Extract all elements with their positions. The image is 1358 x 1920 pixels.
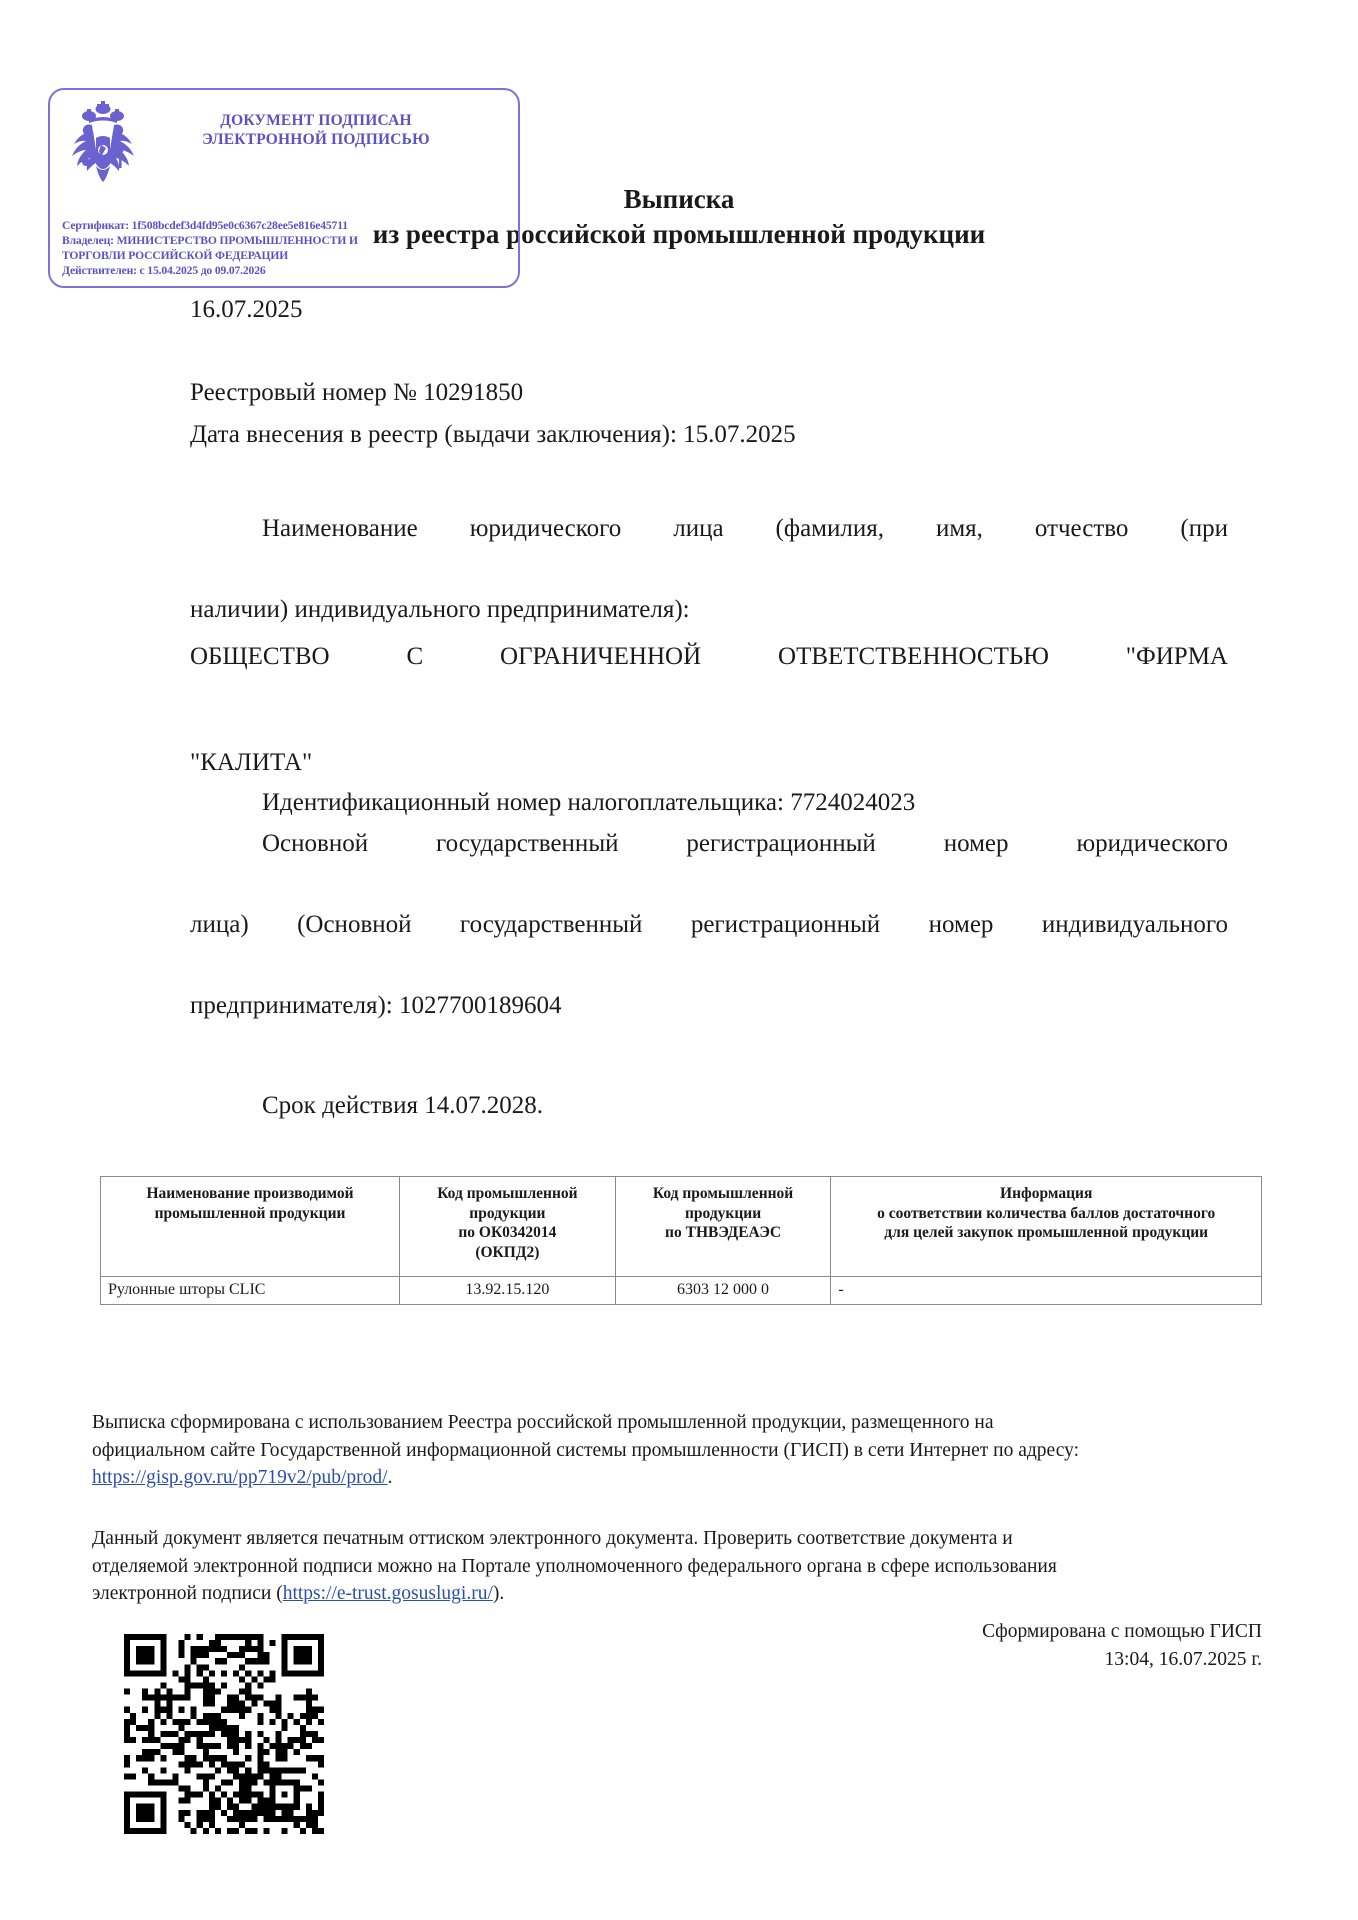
stamp-top-row xyxy=(50,90,518,198)
ogrn-line2-text: лица) (Основной государственный регистрационный номер индивидуального xyxy=(190,910,1228,938)
footer-p2-pre: электронной подписи ( xyxy=(92,1583,283,1605)
stamp-heading-line2: ЭЛЕКТРОННОЙ ПОДПИСЬЮ xyxy=(202,130,430,148)
stamp-owner-line2: ТОРГОВЛИ РОССИЙСКОЙ ФЕДЕРАЦИИ xyxy=(62,248,289,262)
col-header-okpd2 xyxy=(400,1177,616,1277)
col-header-okpd2-l3: по ОК0342014 xyxy=(458,1224,557,1242)
table-row xyxy=(101,1277,1262,1305)
col-header-okpd2-l1: Код промышленной xyxy=(437,1185,578,1202)
document-date: 16.07.2025 xyxy=(190,296,303,323)
stamp-details xyxy=(62,218,510,278)
entity-name-line1: ОБЩЕСТВО С ОГРАНИЧЕННОЙ ОТВЕТСТВЕННОСТЬЮ "ФИРМА xyxy=(190,642,1228,670)
col-header-points-info-l2: о соответствии количества баллов достаточного xyxy=(877,1204,1216,1222)
products-table-head xyxy=(101,1177,1262,1277)
footer-p2-line2: отделяемой электронной подписи можно на Портале уполномоченного федерального органа в сфере использования xyxy=(92,1555,1057,1577)
gisp-registry-link[interactable]: https://gisp.gov.ru/pp719v2/pub/prod/ xyxy=(92,1467,388,1489)
col-header-tnved-l2: продукции xyxy=(684,1204,762,1222)
cell-okpd2-code: 13.92.15.120 xyxy=(400,1277,616,1305)
footer-p2-line1: Данный документ является печатным оттиском электронного документа. Проверить соответствие документа и xyxy=(92,1528,1013,1549)
taxpayer-number: Идентификационный номер налогоплательщика: 7724024023 xyxy=(262,789,916,817)
stamp-heading-line1: ДОКУМЕНТ ПОДПИСАН xyxy=(220,112,412,129)
e-trust-link[interactable]: https://e-trust.gosuslugi.ru/ xyxy=(282,1583,493,1605)
generation-note-line2: 13:04, 16.07.2025 г. xyxy=(1104,1648,1262,1670)
table-header-row xyxy=(101,1177,1262,1277)
cell-points-info: - xyxy=(831,1277,1262,1305)
col-header-tnved-l3: по ТНВЭДЕАЭС xyxy=(665,1224,782,1242)
col-header-points-info-l3: для целей закупок промышленной продукции xyxy=(884,1224,1209,1242)
generation-note xyxy=(982,1618,1262,1673)
entity-label xyxy=(190,509,1228,590)
ogrn-line3: предпринимателя): 1027700189604 xyxy=(190,991,562,1019)
qr-code[interactable] xyxy=(124,1634,324,1834)
ogrn-line1-text: Основной государственный регистрационный номер юридического xyxy=(262,829,1228,857)
entity-label-cont: наличии) индивидуального предпринимателя): xyxy=(190,596,690,624)
footer-p1-line1: Выписка сформирована с использованием Реестра российской промышленной продукции, размещенного на xyxy=(92,1412,994,1433)
entity-info-block xyxy=(190,509,1228,1127)
cell-tnved-code: 6303 12 000 0 xyxy=(615,1277,831,1305)
document-body xyxy=(190,292,1228,1127)
entity-label-line1: Наименование юридического лица (фамилия, имя, отчество (при xyxy=(262,515,1228,543)
document-title-line2: из реестра российской промышленной продукции xyxy=(372,219,986,250)
footer-p1-line3 xyxy=(92,1464,1262,1492)
stamp-validity: Действителен: с 15.04.2025 до 09.07.2026 xyxy=(62,263,266,277)
stamp-certificate: Сертификат: 1f508bcdef3d4fd95e0c6367c28ee5e816e45711 xyxy=(62,218,348,232)
generation-note-line1: Сформирована с помощью ГИСП xyxy=(982,1621,1262,1642)
footer-p2-line3 xyxy=(92,1580,1262,1608)
entity-name xyxy=(190,637,1228,718)
col-header-points-info-l1: Информация xyxy=(1000,1185,1093,1202)
document-title-line1: Выписка xyxy=(623,184,735,214)
col-header-okpd2-l4: (ОКПД2) xyxy=(475,1243,540,1261)
stamp-heading xyxy=(140,98,508,150)
col-header-product-name-l2: промышленной продукции xyxy=(154,1204,346,1222)
footer-p1-link-tail: . xyxy=(387,1467,393,1489)
entity-name-cont: "КАЛИТА" xyxy=(190,748,313,776)
col-header-tnved xyxy=(615,1177,831,1277)
footer-paragraph-source xyxy=(92,1409,1262,1492)
cell-product-name: Рулонные шторы CLIC xyxy=(101,1277,400,1305)
products-table-body xyxy=(101,1277,1262,1305)
validity-period: Срок действия 14.07.2028. xyxy=(262,1092,543,1120)
stamp-owner-line1: Владелец: МИНИСТЕРСТВО ПРОМЫШЛЕННОСТИ И xyxy=(62,233,358,247)
russian-coat-of-arms-icon xyxy=(66,100,140,198)
col-header-okpd2-l2: продукции xyxy=(469,1204,546,1222)
footer-p2-post: ). xyxy=(492,1583,505,1605)
footer-paragraph-verification xyxy=(92,1525,1262,1608)
registry-entry-date: Дата внесения в реестр (выдачи заключения): 15.07.2025 xyxy=(190,420,796,448)
col-header-points-info xyxy=(831,1177,1262,1277)
electronic-signature-stamp xyxy=(48,88,520,288)
products-table xyxy=(100,1176,1262,1305)
col-header-product-name-l1: Наименование производимой xyxy=(146,1185,354,1202)
footer-p1-line2: официальном сайте Государственной информационной системы промышленности (ГИСП) в сети Интернет по адресу: xyxy=(92,1439,1080,1461)
ogrn-line2 xyxy=(190,905,1228,986)
col-header-tnved-l1: Код промышленной xyxy=(652,1185,794,1202)
registry-number: Реестровый номер № 10291850 xyxy=(190,378,524,406)
col-header-product-name xyxy=(101,1177,400,1277)
ogrn-line1 xyxy=(190,824,1228,905)
